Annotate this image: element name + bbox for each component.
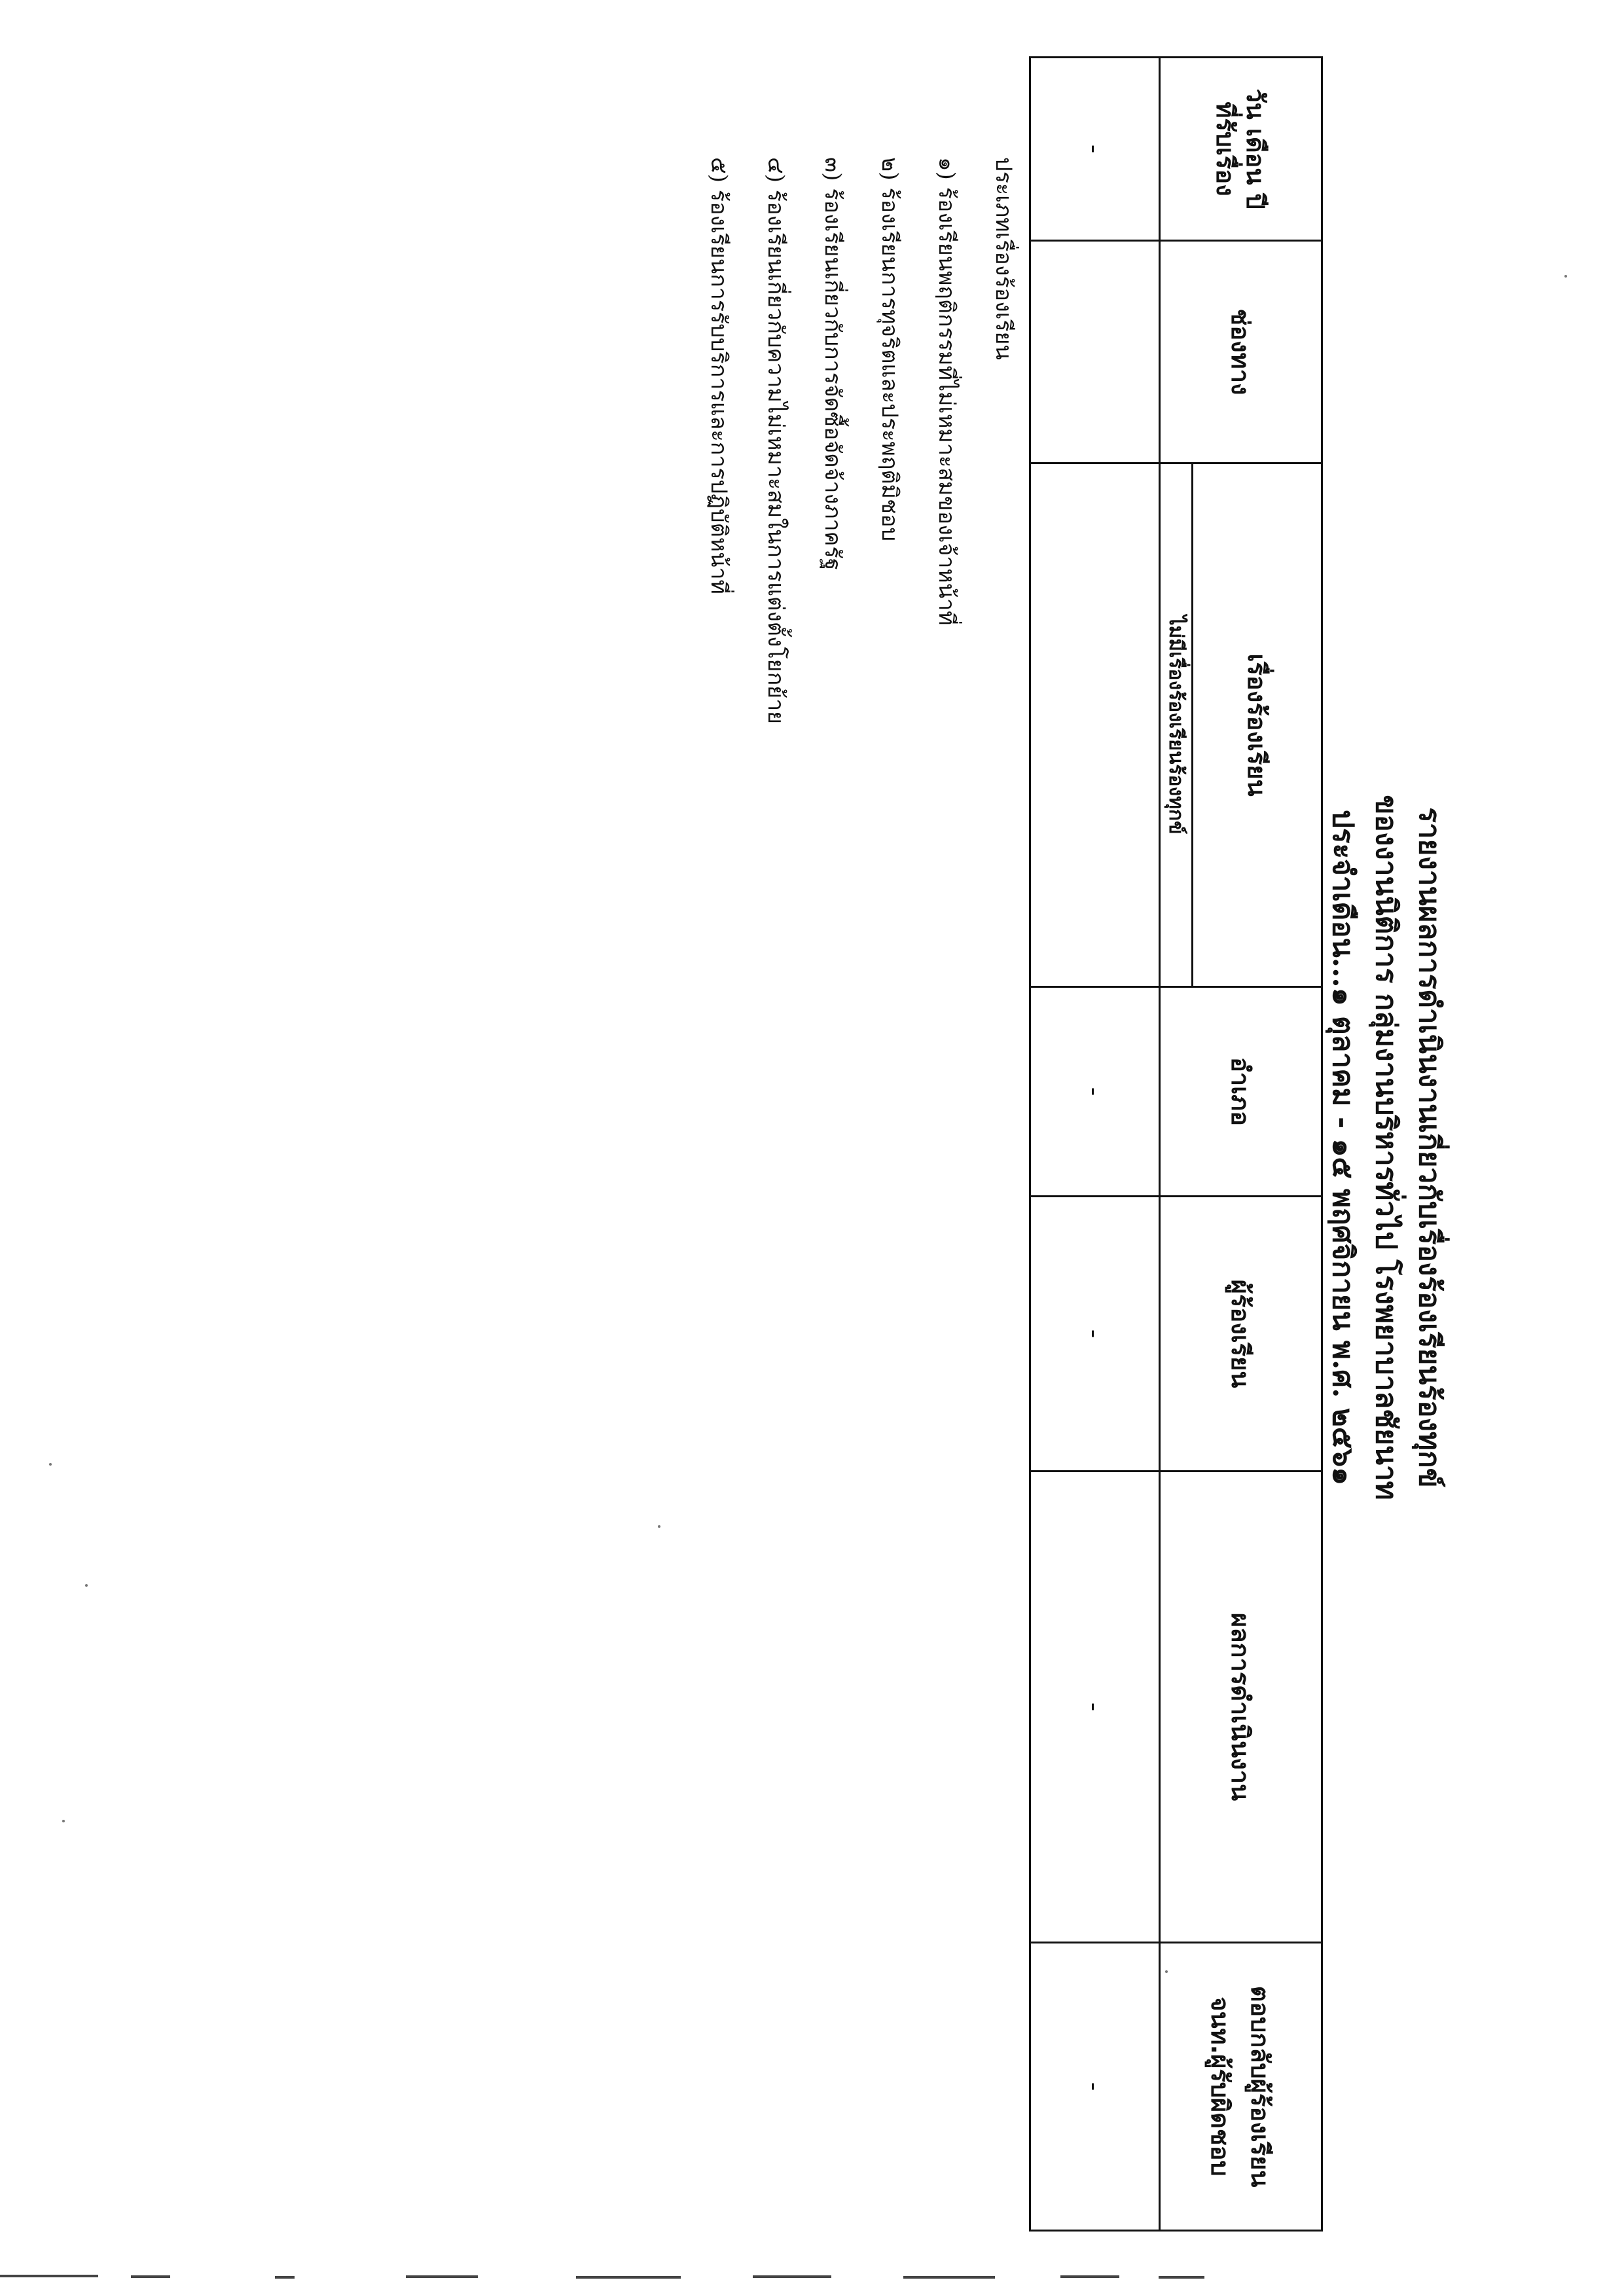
scan-speck bbox=[1564, 275, 1567, 278]
scan-speck bbox=[658, 1525, 660, 1528]
cell-complaint bbox=[1030, 463, 1160, 987]
legend-item: ๕) ร้องเรียนการรับบริการและการปฏิบัติหน้าที่ bbox=[706, 157, 732, 594]
header-complaint-main: เรื่องร้องเรียน bbox=[1242, 653, 1271, 797]
header-complainant: ผู้ร้องเรียน bbox=[1160, 1197, 1322, 1472]
header-result: ผลการดำเนินงาน bbox=[1160, 1472, 1322, 1943]
cell-complainant: - bbox=[1030, 1197, 1160, 1472]
scan-speck bbox=[49, 1463, 52, 1466]
legend-title: ประเภทเรื่องร้องเรียน bbox=[990, 157, 1017, 360]
cell-result: - bbox=[1030, 1472, 1160, 1943]
complaint-report-table bbox=[1029, 56, 1323, 2232]
report-title bbox=[1321, 0, 1451, 2295]
scan-dash bbox=[903, 2276, 995, 2279]
header-row bbox=[1160, 58, 1322, 2231]
cell-channel bbox=[1030, 241, 1160, 463]
table-row bbox=[1030, 58, 1160, 2231]
header-complaint-sub: ไม่มีเรื่องร้องเรียนร้องทุกข์ bbox=[1161, 464, 1193, 986]
scan-speck bbox=[85, 1584, 88, 1587]
scan-speck bbox=[62, 1820, 65, 1822]
scan-dash bbox=[1159, 2276, 1204, 2279]
header-channel: ช่องทาง bbox=[1160, 241, 1322, 463]
header-district: อำเภอ bbox=[1160, 987, 1322, 1197]
cell-date: - bbox=[1030, 58, 1160, 241]
title-line-3: ประจำเดือน...๑ ตุลาคม - ๑๕ พฤศจิกายน พ.ศ. ๒๕๖๑ bbox=[1326, 809, 1360, 1486]
complaint-type-legend bbox=[690, 157, 1032, 724]
scan-dash bbox=[576, 2276, 681, 2279]
cell-reply: - bbox=[1030, 1943, 1160, 2231]
scan-speck bbox=[1165, 1970, 1168, 1973]
legend-item: ๔) ร้องเรียนเกี่ยวกับความไม่เหมาะสมในการแต่งตั้งโยกย้าย bbox=[763, 157, 789, 725]
scan-dash bbox=[0, 2275, 98, 2277]
scan-dash bbox=[753, 2275, 831, 2278]
scan-dash bbox=[275, 2276, 295, 2279]
legend-item: ๑) ร้องเรียนพฤติกรรมที่ไม่เหมาะสมของเจ้าหน้าที่ bbox=[933, 157, 960, 626]
scan-dash bbox=[1060, 2275, 1119, 2278]
legend-item: ๓) ร้องเรียนเกี่ยวกับการจัดซื้อจัดจ้างภาครัฐ bbox=[820, 157, 846, 571]
header-date bbox=[1160, 58, 1322, 241]
title-line-2: ของงานนิติการ กลุ่มงานบริหารทั่วไป โรงพยาบาลชัยนาท bbox=[1369, 795, 1403, 1500]
cell-district: - bbox=[1030, 987, 1160, 1197]
title-line-1: รายงานผลการดำเนินงานเกี่ยวกับเรื่องร้องเรียนร้องทุกข์ bbox=[1413, 807, 1446, 1488]
header-reply: ตอบกลับผู้ร้องเรียน จนท.ผู้รับผิดชอบ bbox=[1160, 1943, 1322, 2231]
header-date-label: วัน เดือน ปี bbox=[1241, 88, 1271, 209]
scan-dash bbox=[131, 2275, 170, 2278]
legend-item: ๒) ร้องเรียนการทุจริตและประพฤติมิชอบ bbox=[876, 157, 903, 542]
header-received-label: ที่รับเรื่อง bbox=[1211, 101, 1240, 196]
header-complaint bbox=[1160, 463, 1322, 987]
scan-dash bbox=[406, 2275, 478, 2278]
